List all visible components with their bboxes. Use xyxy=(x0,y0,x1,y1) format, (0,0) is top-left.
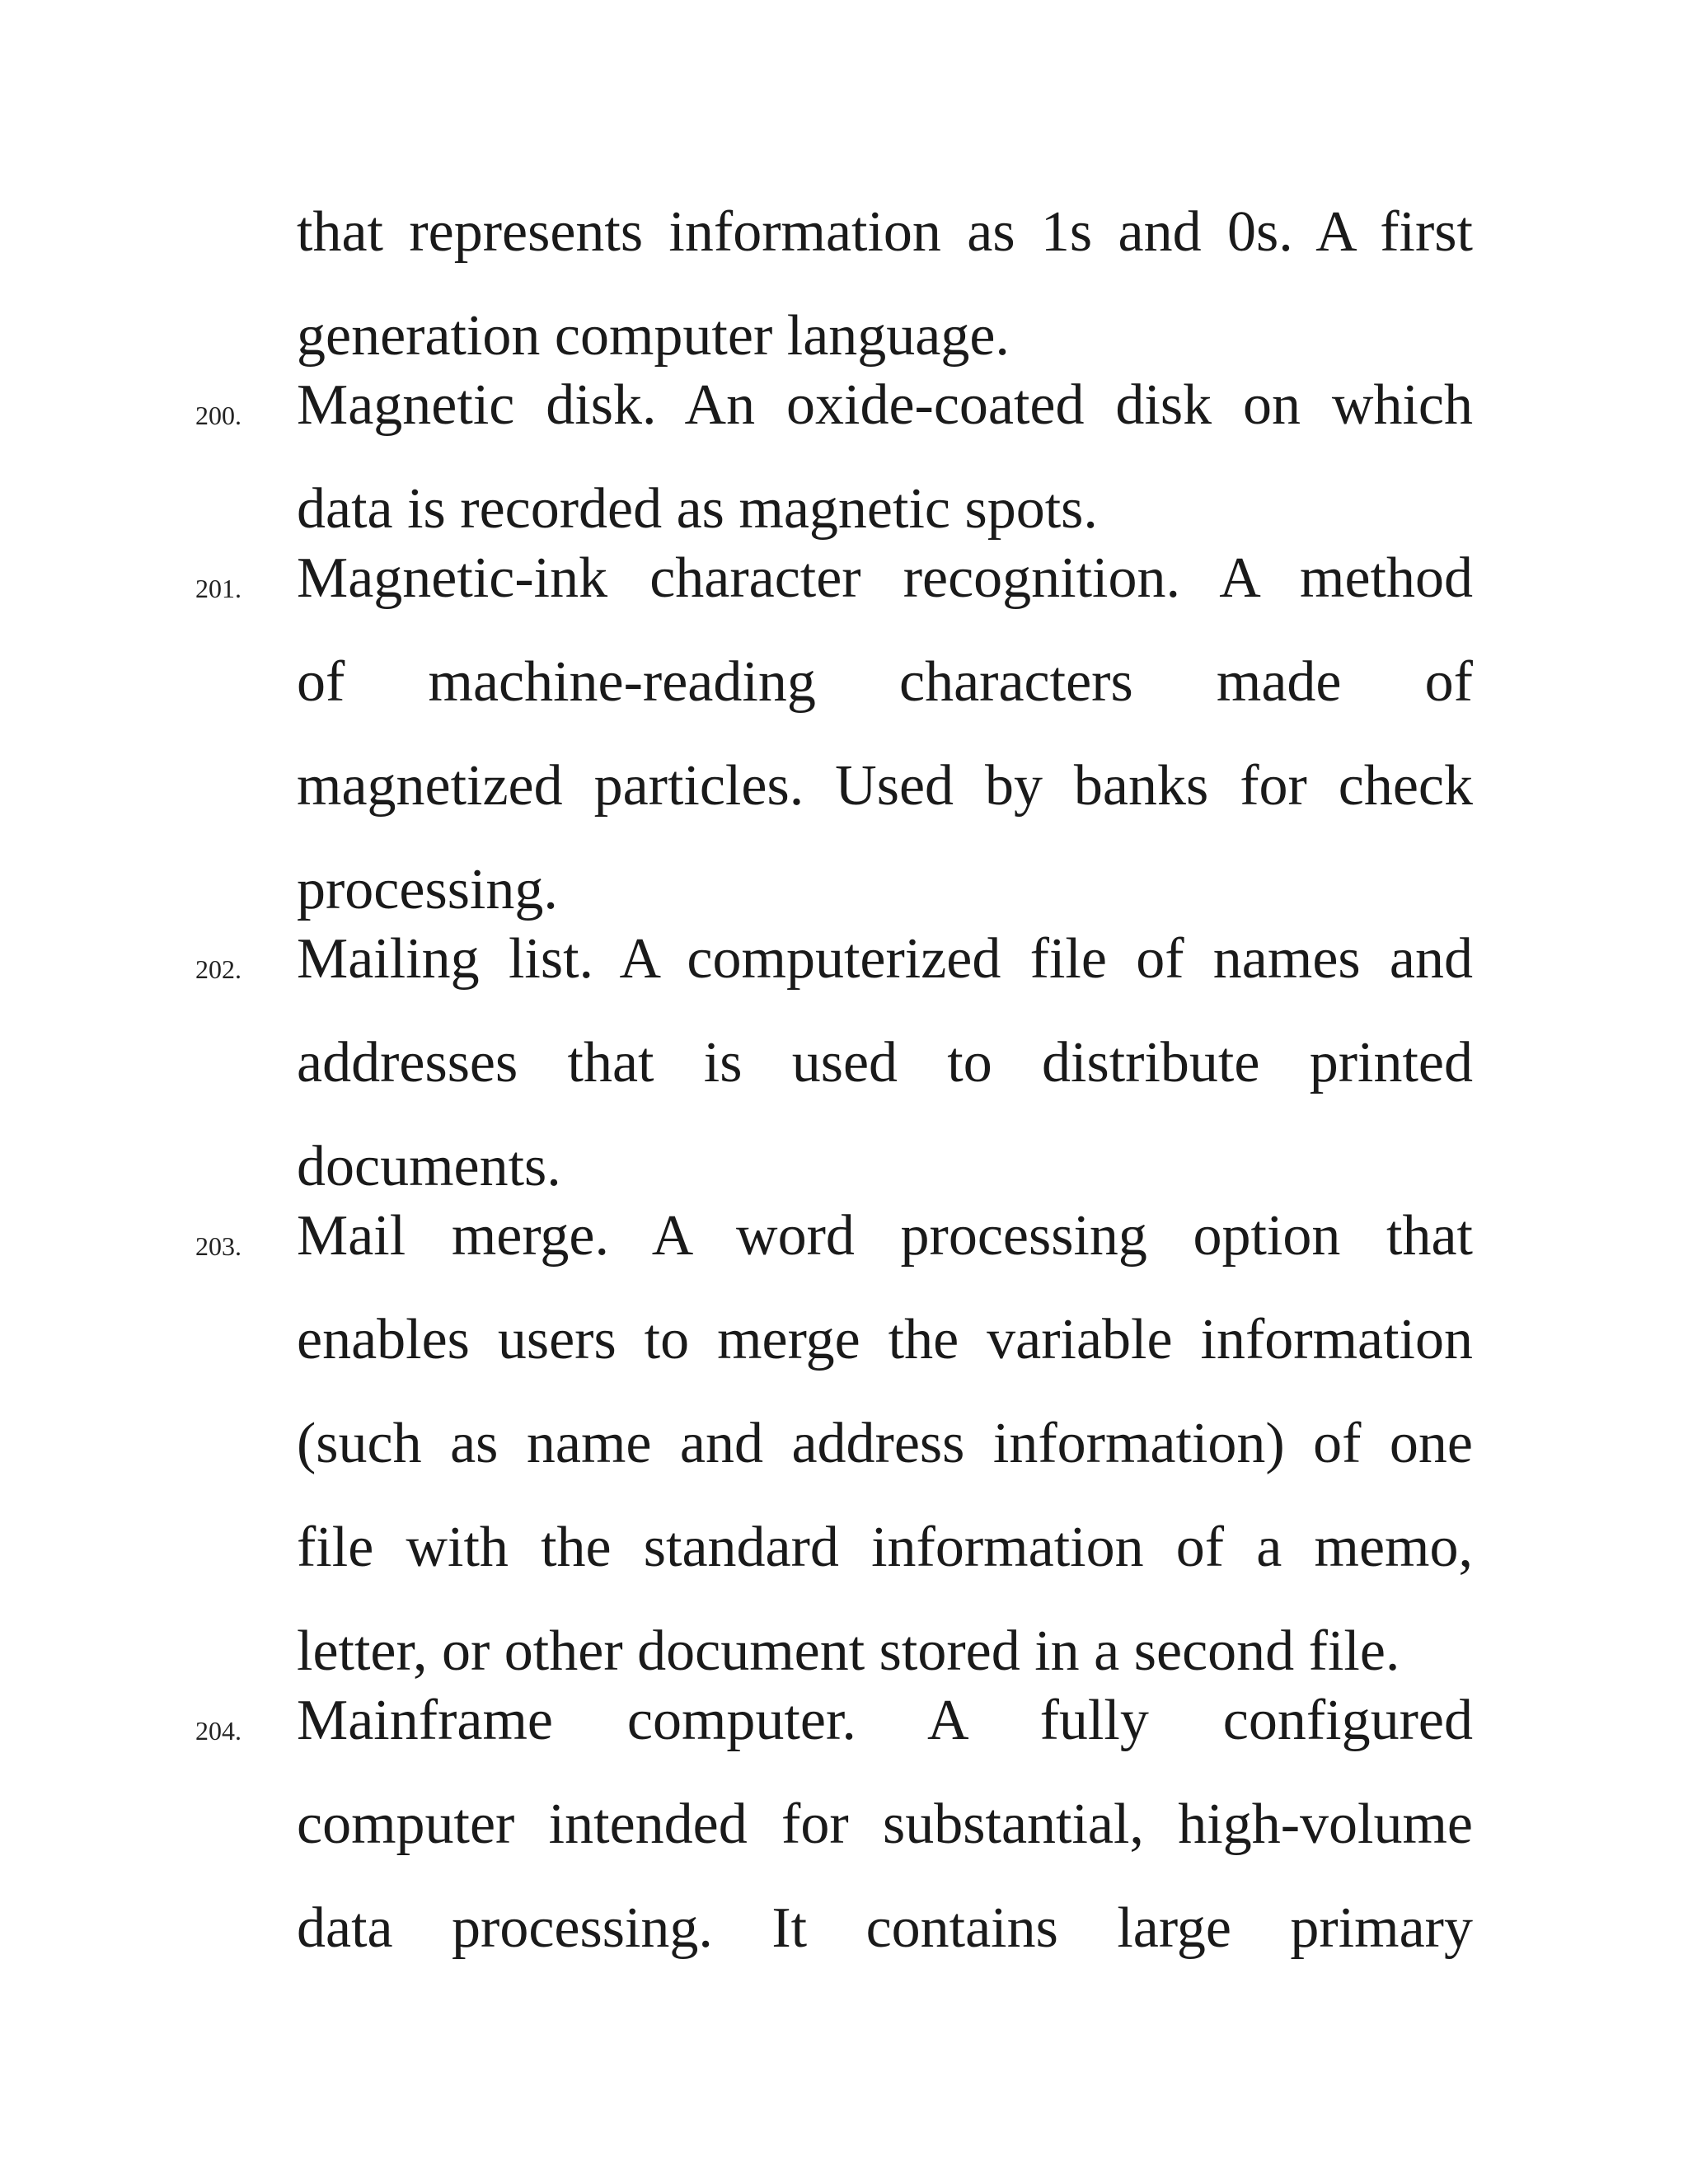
entry-number: 203. xyxy=(195,1231,241,1261)
text-line: letter, or other document stored in a second file. xyxy=(297,1619,1400,1683)
text-line: (such as name and address information) of one xyxy=(297,1412,1473,1475)
text-line: data processing. It contains large primary xyxy=(297,1896,1473,1960)
text-line: file with the standard information of a memo, xyxy=(297,1516,1473,1579)
text-line: processing. xyxy=(297,858,558,921)
entry-number: 200. xyxy=(195,401,241,430)
text-line: Mainframe computer. A fully configured xyxy=(297,1689,1473,1752)
text-line: magnetized particles. Used by banks for check xyxy=(297,754,1473,818)
text-line: computer intended for substantial, high-volume xyxy=(297,1793,1473,1856)
text-line: documents. xyxy=(297,1135,561,1198)
text-line: enables users to merge the variable information xyxy=(297,1308,1473,1371)
text-line: Magnetic-ink character recognition. A method xyxy=(297,546,1473,610)
text-line: Mail merge. A word processing option that xyxy=(297,1204,1473,1268)
entry-number: 202. xyxy=(195,954,241,984)
text-line: Magnetic disk. An oxide-coated disk on which xyxy=(297,373,1473,437)
text-line: Mailing list. A computerized file of names and xyxy=(297,927,1473,991)
text-line: that represents information as 1s and 0s. A first xyxy=(297,200,1473,264)
text-line: of machine-reading characters made of xyxy=(297,650,1473,714)
text-line: addresses that is used to distribute printed xyxy=(297,1031,1473,1094)
text-line: data is recorded as magnetic spots. xyxy=(297,477,1098,541)
entry-number: 201. xyxy=(195,574,241,603)
text-line: generation computer language. xyxy=(297,304,1010,368)
entry-number: 204. xyxy=(195,1716,241,1746)
